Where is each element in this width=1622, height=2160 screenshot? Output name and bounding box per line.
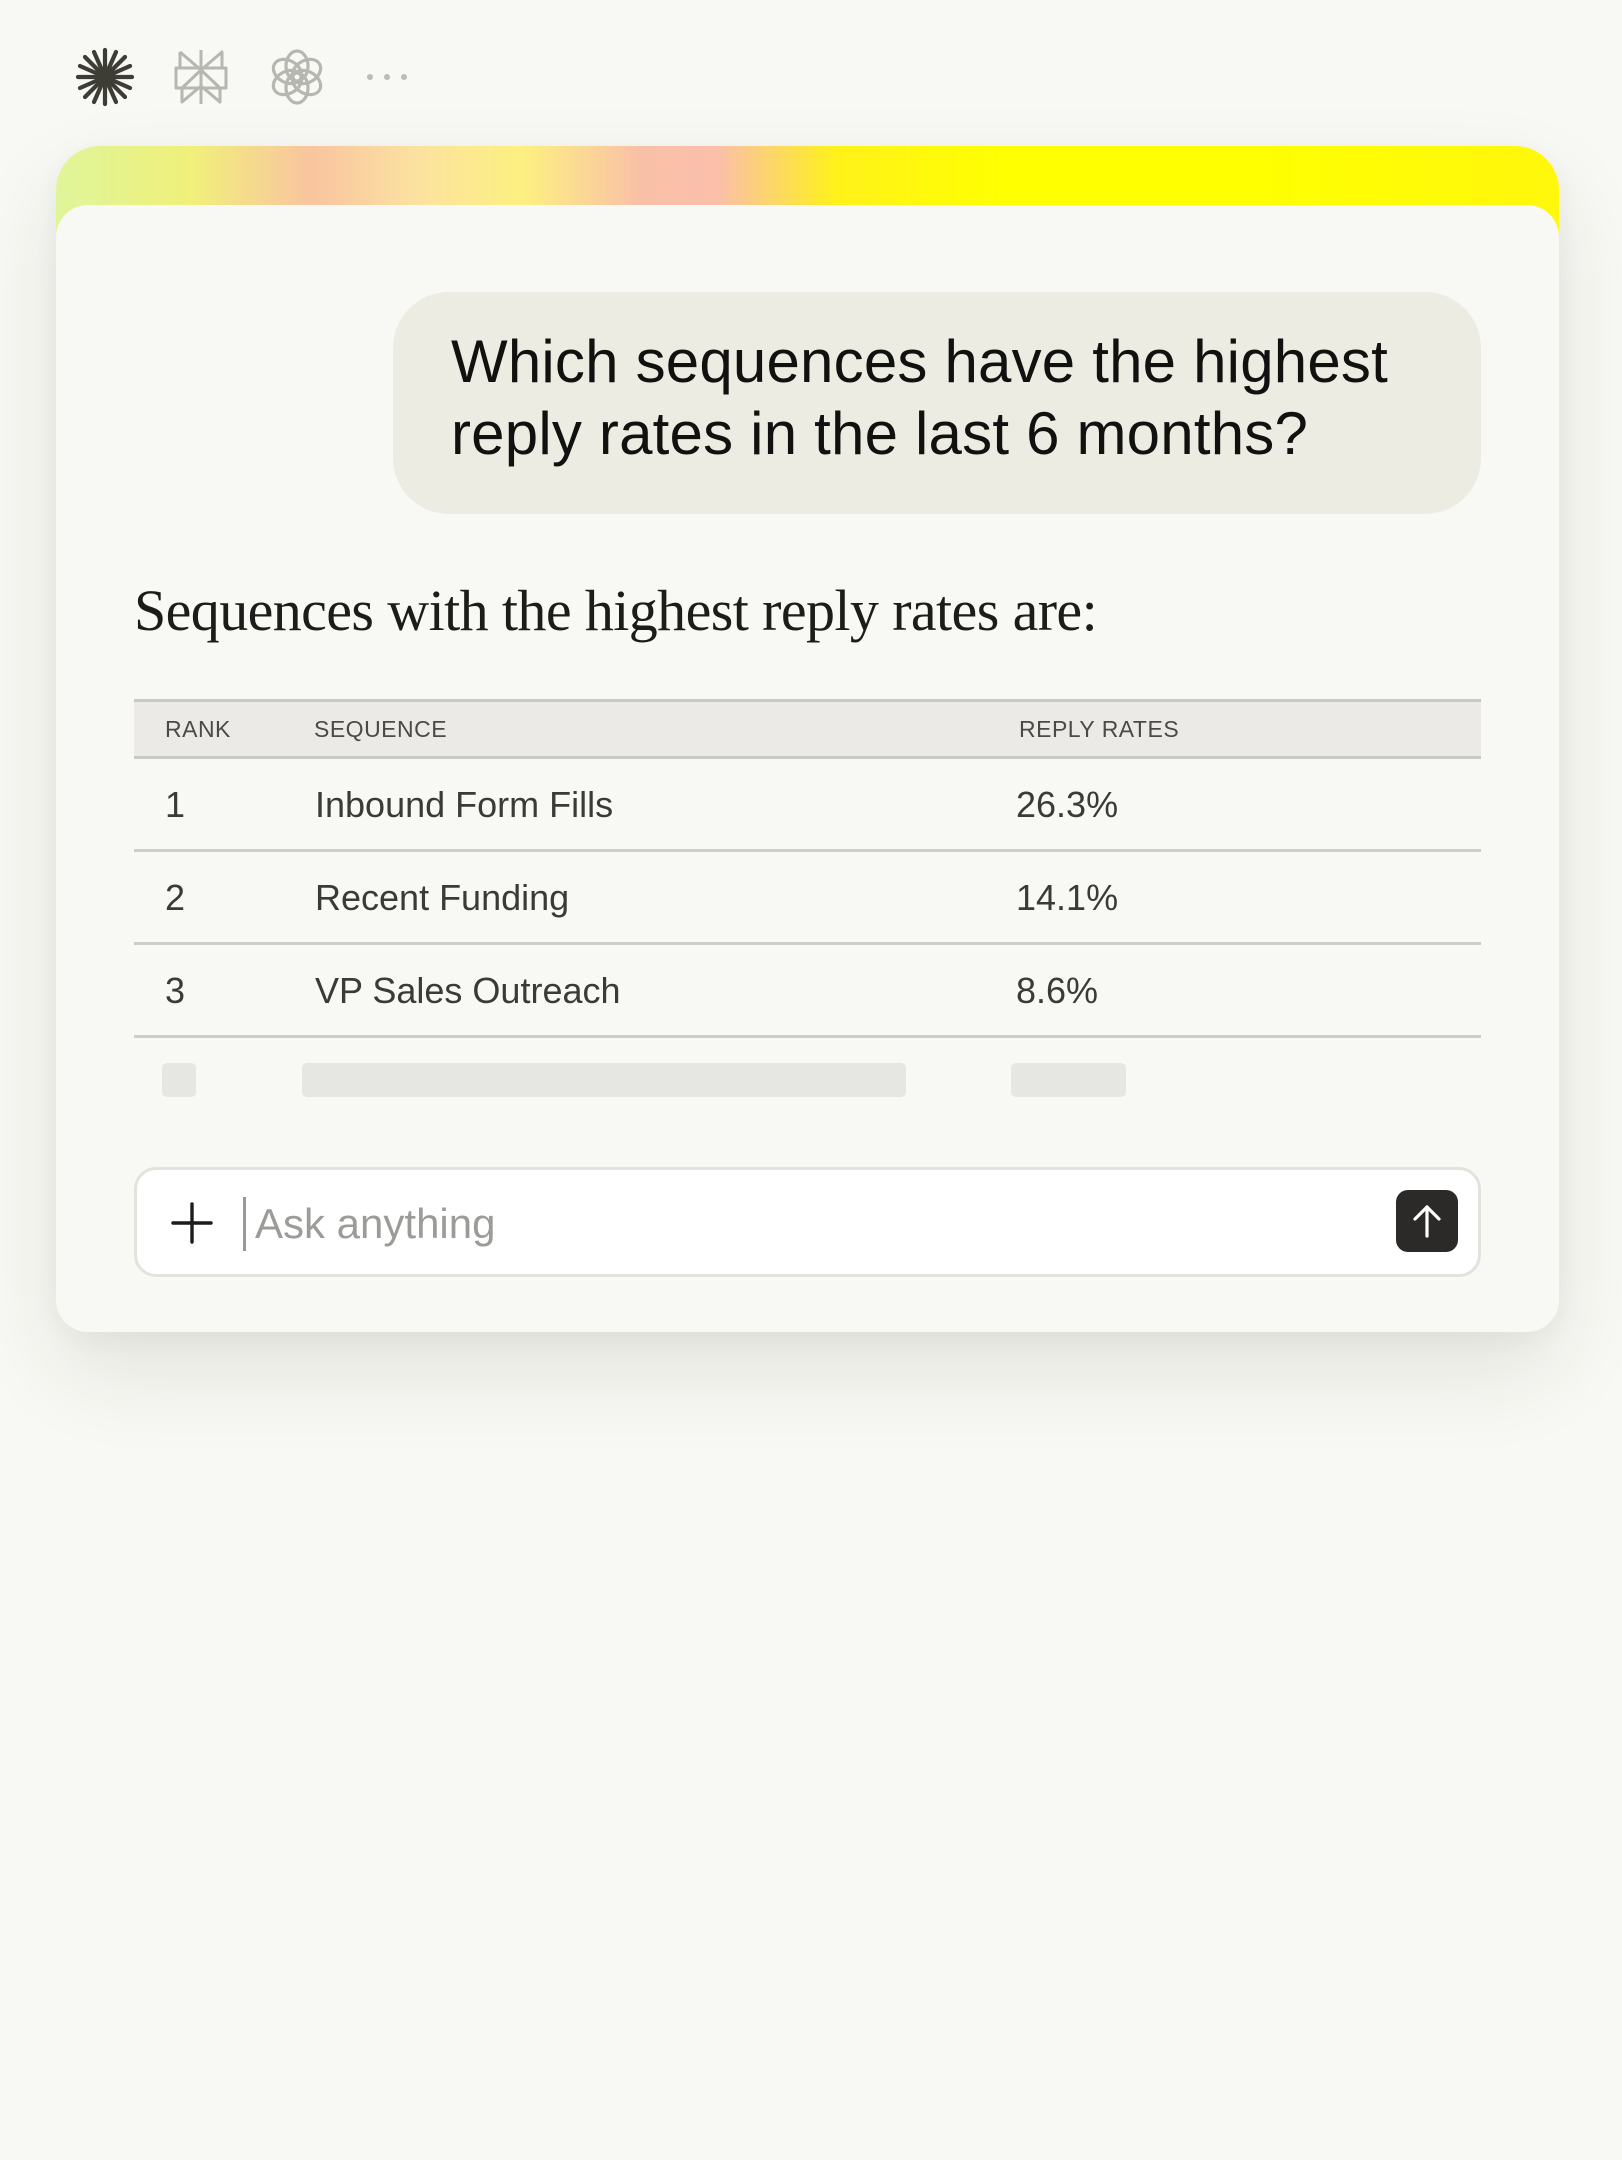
plus-icon[interactable] (167, 1198, 217, 1248)
reply-rate-cell: 8.6% (1016, 970, 1099, 1011)
model-switcher (74, 46, 412, 108)
table-header (134, 699, 1481, 759)
table-row (134, 852, 1481, 945)
skeleton-sequence (302, 1063, 906, 1097)
arrow-up-icon (1407, 1201, 1447, 1241)
sequence-cell: Recent Funding (315, 877, 570, 918)
chat-card-body (56, 205, 1559, 1332)
column-header-rank: RANK (165, 716, 231, 742)
reply-rate-cell: 26.3% (1016, 784, 1119, 825)
user-message-text: Which sequences have the highest reply rates in the last 6 months? (451, 328, 1388, 467)
sequence-cell: VP Sales Outreach (315, 970, 621, 1011)
results-table (134, 699, 1481, 1098)
sequence-cell: Inbound Form Fills (315, 784, 614, 825)
reply-rate-cell: 14.1% (1016, 877, 1119, 918)
column-header-reply-rates: REPLY RATES (1019, 716, 1180, 742)
claude-asterisk-icon[interactable] (74, 46, 136, 108)
perplexity-icon[interactable] (170, 46, 232, 108)
column-header-sequence: SEQUENCE (314, 716, 448, 742)
table-row (134, 945, 1481, 1038)
chat-composer (134, 1167, 1481, 1277)
user-message-bubble (393, 292, 1481, 514)
send-button[interactable] (1396, 1190, 1458, 1252)
rank-cell: 3 (165, 970, 186, 1011)
skeleton-reply-rate (1011, 1063, 1126, 1097)
more-dots-icon[interactable] (362, 46, 412, 108)
rank-cell: 1 (165, 784, 186, 825)
table-row (134, 759, 1481, 852)
answer-title: Sequences with the highest reply rates are: (134, 578, 1098, 643)
text-caret (243, 1197, 246, 1251)
chat-card (56, 146, 1559, 1332)
skeleton-rank (162, 1063, 196, 1097)
openai-icon[interactable] (266, 46, 328, 108)
ask-input[interactable] (253, 1188, 1317, 1260)
rank-cell: 2 (165, 877, 186, 918)
loading-skeleton-row (134, 1038, 1481, 1098)
